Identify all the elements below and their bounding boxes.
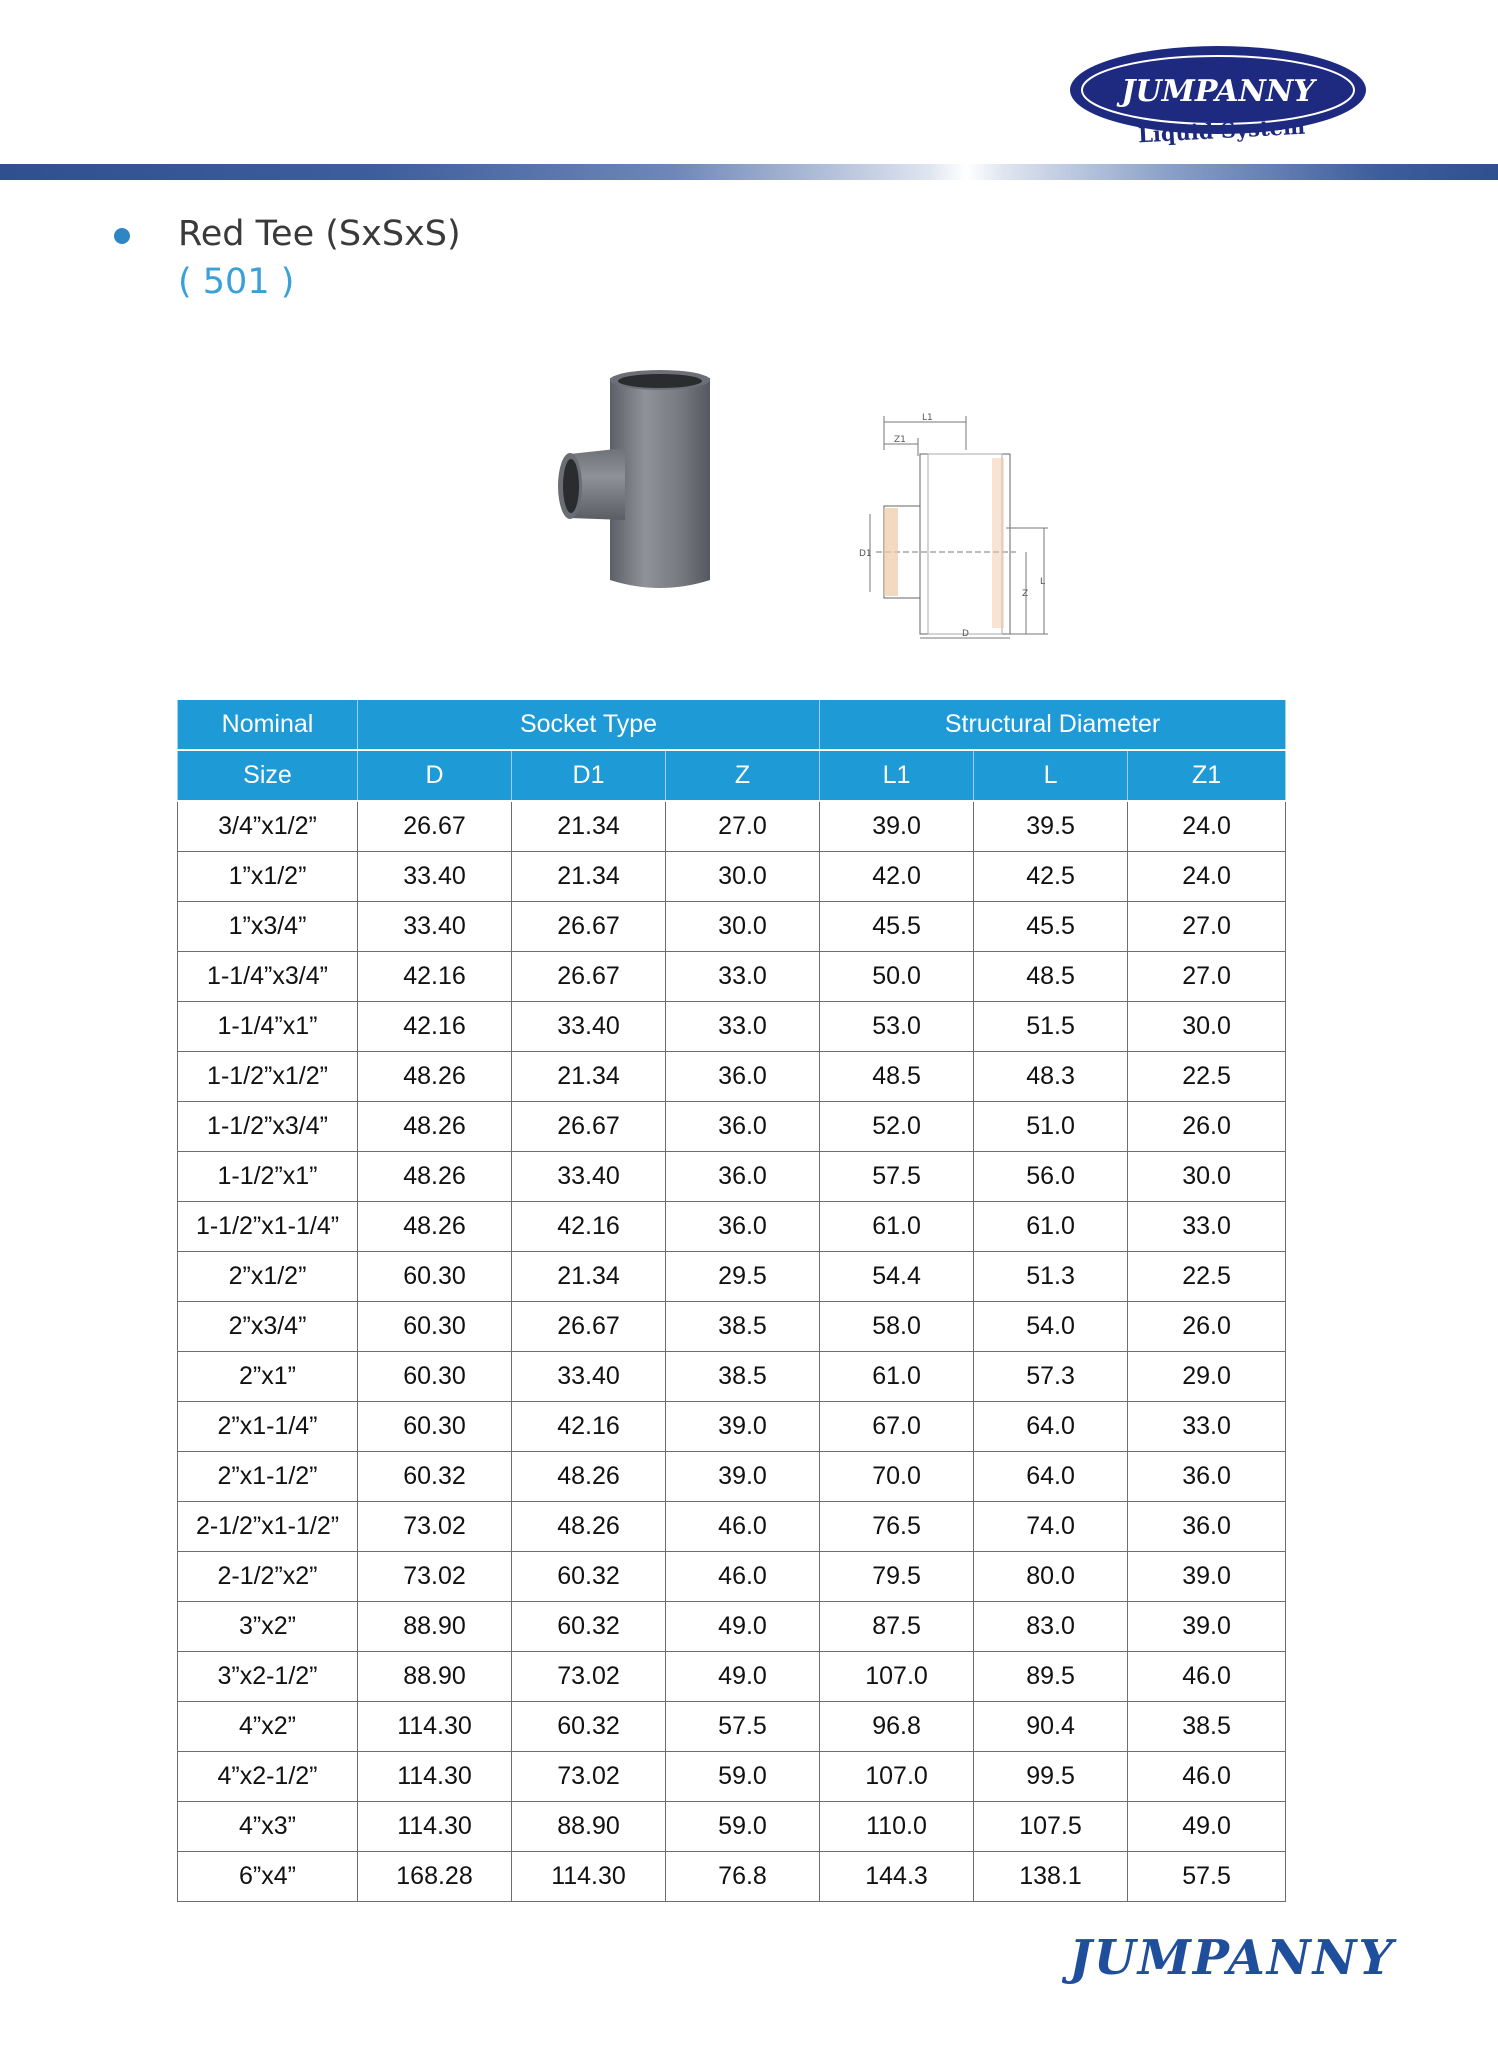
table-row	[178, 1452, 1286, 1502]
column-header-l: L	[974, 750, 1128, 801]
table-row	[178, 1652, 1286, 1702]
table-cell: 61.0	[820, 1202, 974, 1252]
table-cell: 99.5	[974, 1752, 1128, 1802]
column-header-z1: Z1	[1128, 750, 1286, 801]
table-cell: 2-1/2”x1-1/2”	[178, 1502, 358, 1552]
table-cell: 60.32	[512, 1602, 666, 1652]
table-cell: 45.5	[820, 902, 974, 952]
table-cell: 33.0	[666, 1002, 820, 1052]
drawing-label-d1: D1	[859, 549, 872, 559]
table-cell: 39.0	[1128, 1602, 1286, 1652]
table-cell: 6”x4”	[178, 1852, 358, 1902]
table-cell: 46.0	[1128, 1652, 1286, 1702]
table-cell: 76.5	[820, 1502, 974, 1552]
table-cell: 45.5	[974, 902, 1128, 952]
table-cell: 4”x2”	[178, 1702, 358, 1752]
table-cell: 88.90	[358, 1652, 512, 1702]
table-row	[178, 1052, 1286, 1102]
table-cell: 50.0	[820, 952, 974, 1002]
table-cell: 36.0	[666, 1052, 820, 1102]
table-row	[178, 952, 1286, 1002]
table-cell: 24.0	[1128, 852, 1286, 902]
table-row	[178, 1802, 1286, 1852]
table-cell: 38.5	[1128, 1702, 1286, 1752]
table-cell: 60.32	[512, 1552, 666, 1602]
table-cell: 61.0	[974, 1202, 1128, 1252]
table-cell: 27.0	[1128, 902, 1286, 952]
table-cell: 48.26	[512, 1502, 666, 1552]
table-cell: 46.0	[666, 1552, 820, 1602]
table-cell: 76.8	[666, 1852, 820, 1902]
table-row	[178, 801, 1286, 852]
table-cell: 74.0	[974, 1502, 1128, 1552]
header-socket-type: Socket Type	[358, 699, 820, 750]
table-cell: 57.3	[974, 1352, 1128, 1402]
table-cell: 49.0	[666, 1652, 820, 1702]
table-cell: 29.5	[666, 1252, 820, 1302]
table-cell: 2”x3/4”	[178, 1302, 358, 1352]
table-row	[178, 1702, 1286, 1752]
footer-wordmark-text: JUMPANNY	[1069, 1930, 1395, 1986]
table-cell: 2”x1/2”	[178, 1252, 358, 1302]
table-cell: 2”x1-1/2”	[178, 1452, 358, 1502]
table-row	[178, 1102, 1286, 1152]
table-cell: 42.5	[974, 852, 1128, 902]
table-cell: 58.0	[820, 1302, 974, 1352]
table-cell: 138.1	[974, 1852, 1128, 1902]
table-cell: 2”x1”	[178, 1352, 358, 1402]
table-cell: 2-1/2”x2”	[178, 1552, 358, 1602]
table-cell: 60.30	[358, 1402, 512, 1452]
table-cell: 48.26	[358, 1102, 512, 1152]
table-cell: 48.3	[974, 1052, 1128, 1102]
table-cell: 52.0	[820, 1102, 974, 1152]
table-cell: 57.5	[666, 1702, 820, 1752]
table-row	[178, 1352, 1286, 1402]
table-cell: 59.0	[666, 1802, 820, 1852]
table-row	[178, 1752, 1286, 1802]
table-cell: 1-1/2”x1”	[178, 1152, 358, 1202]
table-cell: 26.67	[512, 1302, 666, 1352]
table-cell: 26.67	[512, 952, 666, 1002]
table-cell: 73.02	[512, 1752, 666, 1802]
table-cell: 33.0	[666, 952, 820, 1002]
table-cell: 114.30	[512, 1852, 666, 1902]
table-cell: 48.26	[358, 1152, 512, 1202]
column-header-d: D	[358, 750, 512, 801]
table-cell: 73.02	[512, 1652, 666, 1702]
table-row	[178, 902, 1286, 952]
table-cell: 107.5	[974, 1802, 1128, 1852]
table-cell: 90.4	[974, 1702, 1128, 1752]
table-cell: 48.26	[358, 1052, 512, 1102]
column-header-z: Z	[666, 750, 820, 801]
table-cell: 42.16	[512, 1402, 666, 1452]
table-cell: 49.0	[666, 1602, 820, 1652]
table-cell: 60.32	[512, 1702, 666, 1752]
table-cell: 73.02	[358, 1552, 512, 1602]
table-cell: 39.0	[666, 1402, 820, 1452]
header-band	[0, 164, 1498, 180]
product-title: Red Tee (SxSxS)	[178, 214, 461, 254]
table-cell: 49.0	[1128, 1802, 1286, 1852]
table-cell: 79.5	[820, 1552, 974, 1602]
table-cell: 39.0	[820, 801, 974, 852]
table-cell: 48.5	[820, 1052, 974, 1102]
table-cell: 39.5	[974, 801, 1128, 852]
spec-table	[177, 698, 1286, 1902]
table-cell: 53.0	[820, 1002, 974, 1052]
table-cell: 1-1/4”x3/4”	[178, 952, 358, 1002]
drawing-label-l1: L1	[922, 413, 933, 423]
logo-subtitle: Liquid System	[1137, 113, 1306, 148]
table-row	[178, 852, 1286, 902]
column-header-d1: D1	[512, 750, 666, 801]
table-cell: 3”x2”	[178, 1602, 358, 1652]
drawing-label-l: L	[1040, 577, 1046, 587]
table-row	[178, 1402, 1286, 1452]
table-cell: 48.5	[974, 952, 1128, 1002]
table-cell: 114.30	[358, 1802, 512, 1852]
table-cell: 22.5	[1128, 1052, 1286, 1102]
table-cell: 1-1/2”x1-1/4”	[178, 1202, 358, 1252]
table-row	[178, 1002, 1286, 1052]
table-cell: 107.0	[820, 1752, 974, 1802]
tee-dimension-drawing	[856, 410, 1056, 640]
table-cell: 26.0	[1128, 1102, 1286, 1152]
table-cell: 168.28	[358, 1852, 512, 1902]
table-cell: 42.0	[820, 852, 974, 902]
table-cell: 29.0	[1128, 1352, 1286, 1402]
table-cell: 54.0	[974, 1302, 1128, 1352]
table-cell: 36.0	[666, 1152, 820, 1202]
drawing-label-z: Z	[1022, 589, 1029, 599]
table-cell: 61.0	[820, 1352, 974, 1402]
table-cell: 36.0	[666, 1202, 820, 1252]
table-cell: 51.5	[974, 1002, 1128, 1052]
footer-wordmark	[1062, 1922, 1402, 1992]
table-cell: 88.90	[512, 1802, 666, 1852]
table-cell: 26.0	[1128, 1302, 1286, 1352]
table-cell: 87.5	[820, 1602, 974, 1652]
table-cell: 4”x3”	[178, 1802, 358, 1852]
table-cell: 42.16	[512, 1202, 666, 1252]
bullet-icon	[114, 228, 130, 244]
table-row	[178, 1152, 1286, 1202]
tee-photo	[550, 368, 730, 598]
logo-wordmark: JUMPANNY	[1121, 74, 1315, 109]
table-cell: 56.0	[974, 1152, 1128, 1202]
brand-logo	[1068, 38, 1368, 156]
table-cell: 3/4”x1/2”	[178, 801, 358, 852]
drawing-label-z1: Z1	[894, 435, 906, 445]
table-row	[178, 1552, 1286, 1602]
table-cell: 33.40	[512, 1002, 666, 1052]
table-cell: 114.30	[358, 1702, 512, 1752]
table-cell: 33.40	[512, 1352, 666, 1402]
table-cell: 24.0	[1128, 801, 1286, 852]
column-header-row	[178, 750, 1286, 801]
table-cell: 30.0	[1128, 1002, 1286, 1052]
header-nominal: Nominal	[178, 699, 358, 750]
table-cell: 21.34	[512, 801, 666, 852]
table-cell: 1”x3/4”	[178, 902, 358, 952]
table-cell: 80.0	[974, 1552, 1128, 1602]
table-cell: 73.02	[358, 1502, 512, 1552]
product-code: ( 501 )	[178, 262, 295, 302]
table-cell: 36.0	[666, 1102, 820, 1152]
table-cell: 33.40	[358, 902, 512, 952]
table-row	[178, 1302, 1286, 1352]
table-cell: 70.0	[820, 1452, 974, 1502]
table-row	[178, 1852, 1286, 1902]
table-cell: 38.5	[666, 1352, 820, 1402]
table-cell: 57.5	[820, 1152, 974, 1202]
column-header-l1: L1	[820, 750, 974, 801]
table-cell: 107.0	[820, 1652, 974, 1702]
table-cell: 60.30	[358, 1352, 512, 1402]
table-cell: 48.26	[358, 1202, 512, 1252]
table-cell: 21.34	[512, 1252, 666, 1302]
table-cell: 89.5	[974, 1652, 1128, 1702]
table-cell: 36.0	[1128, 1452, 1286, 1502]
table-cell: 2”x1-1/4”	[178, 1402, 358, 1452]
table-cell: 33.40	[358, 852, 512, 902]
table-row	[178, 1502, 1286, 1552]
table-cell: 30.0	[666, 902, 820, 952]
table-row	[178, 1252, 1286, 1302]
table-cell: 42.16	[358, 952, 512, 1002]
table-cell: 39.0	[1128, 1552, 1286, 1602]
table-cell: 59.0	[666, 1752, 820, 1802]
table-cell: 64.0	[974, 1452, 1128, 1502]
table-cell: 46.0	[1128, 1752, 1286, 1802]
table-cell: 67.0	[820, 1402, 974, 1452]
table-cell: 51.0	[974, 1102, 1128, 1152]
table-cell: 42.16	[358, 1002, 512, 1052]
table-cell: 60.30	[358, 1302, 512, 1352]
spec-table-body	[178, 801, 1286, 1902]
table-cell: 64.0	[974, 1402, 1128, 1452]
table-cell: 1-1/2”x1/2”	[178, 1052, 358, 1102]
table-cell: 33.40	[512, 1152, 666, 1202]
table-cell: 83.0	[974, 1602, 1128, 1652]
table-cell: 46.0	[666, 1502, 820, 1552]
table-cell: 51.3	[974, 1252, 1128, 1302]
table-cell: 88.90	[358, 1602, 512, 1652]
table-cell: 22.5	[1128, 1252, 1286, 1302]
table-cell: 21.34	[512, 1052, 666, 1102]
table-row	[178, 1202, 1286, 1252]
table-cell: 27.0	[666, 801, 820, 852]
table-cell: 57.5	[1128, 1852, 1286, 1902]
table-cell: 144.3	[820, 1852, 974, 1902]
table-cell: 36.0	[1128, 1502, 1286, 1552]
table-cell: 26.67	[358, 801, 512, 852]
table-cell: 26.67	[512, 1102, 666, 1152]
table-cell: 54.4	[820, 1252, 974, 1302]
table-cell: 3”x2-1/2”	[178, 1652, 358, 1702]
table-cell: 110.0	[820, 1802, 974, 1852]
table-cell: 27.0	[1128, 952, 1286, 1002]
table-cell: 114.30	[358, 1752, 512, 1802]
table-cell: 1-1/4”x1”	[178, 1002, 358, 1052]
table-cell: 26.67	[512, 902, 666, 952]
table-cell: 96.8	[820, 1702, 974, 1752]
group-header-row	[178, 699, 1286, 750]
header-structural-diameter: Structural Diameter	[820, 699, 1286, 750]
table-row	[178, 1602, 1286, 1652]
table-cell: 21.34	[512, 852, 666, 902]
table-cell: 38.5	[666, 1302, 820, 1352]
table-cell: 30.0	[1128, 1152, 1286, 1202]
table-cell: 30.0	[666, 852, 820, 902]
table-cell: 4”x2-1/2”	[178, 1752, 358, 1802]
table-cell: 39.0	[666, 1452, 820, 1502]
table-cell: 1-1/2”x3/4”	[178, 1102, 358, 1152]
column-header-size: Size	[178, 750, 358, 801]
table-cell: 48.26	[512, 1452, 666, 1502]
table-cell: 60.32	[358, 1452, 512, 1502]
drawing-label-d: D	[962, 629, 969, 639]
table-cell: 1”x1/2”	[178, 852, 358, 902]
table-cell: 33.0	[1128, 1202, 1286, 1252]
table-cell: 33.0	[1128, 1402, 1286, 1452]
table-cell: 60.30	[358, 1252, 512, 1302]
